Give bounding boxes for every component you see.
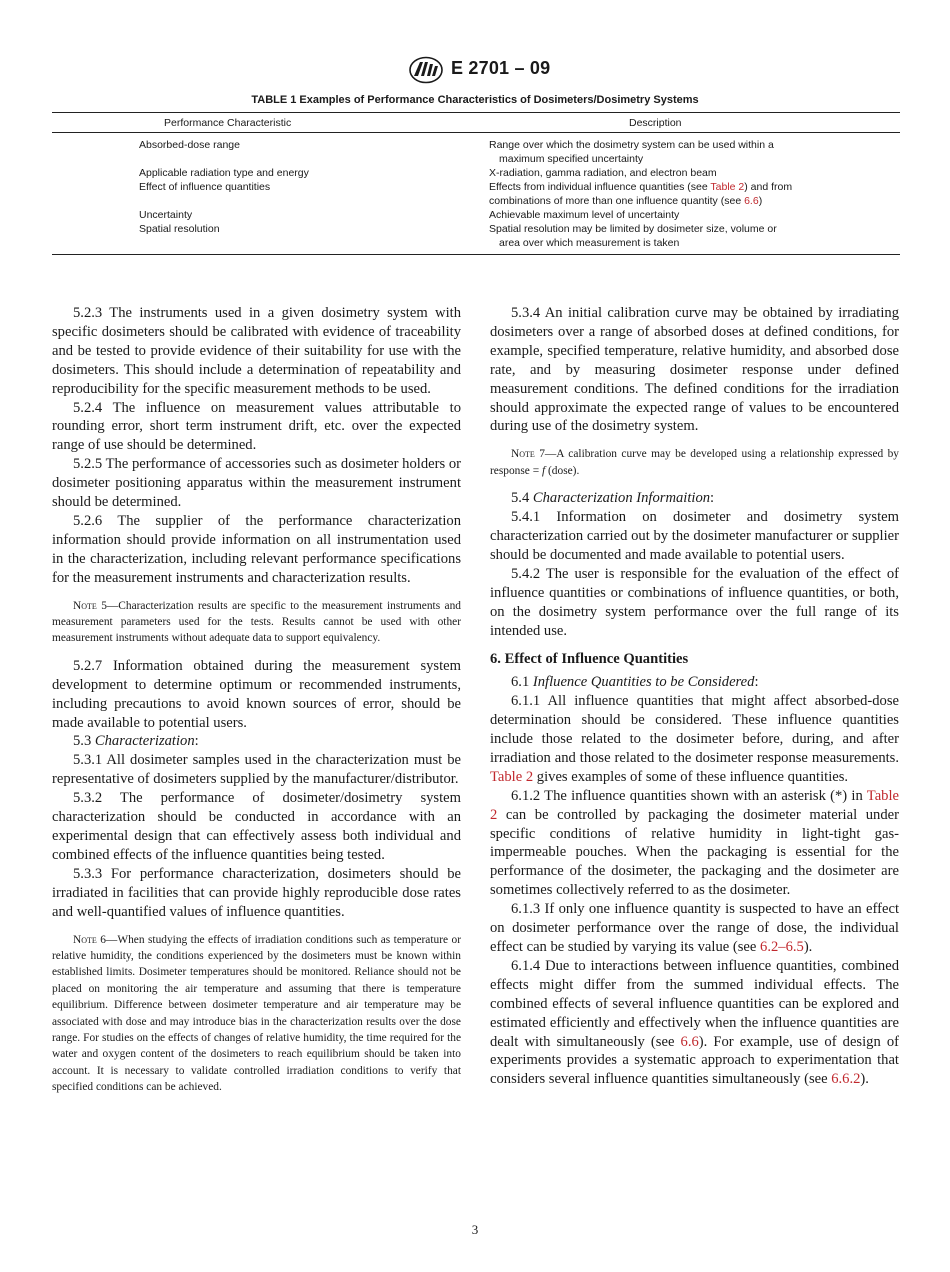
col-header-description: Description (629, 117, 682, 129)
text: ). For example, use of design of experiments provides a systematic approach to experimentation that considers several influence quantities simultaneously (see (490, 1033, 900, 1088)
section-6-heading: 6. Effect of Influence Quantities (490, 651, 689, 668)
note-5 (52, 598, 461, 647)
note-text: 5—Characterization results are specific to the measurement instruments and measurement parameters used for the tests. Results cannot be used with other measurement instruments without adequate data to support equivalency. (52, 599, 461, 645)
section-6-6-link[interactable]: 6.6 (744, 195, 759, 207)
description-line: area over which measurement is taken (499, 237, 680, 249)
text: 6.1.1 All influence quantities that might affect absorbed-dose determination should be considered. These influence quantities include those related to the dosimeter before, during, and after irradiation and those related to the dosimeter response measurements. (490, 693, 899, 766)
function-symbol: f (541, 464, 546, 477)
right-column (490, 304, 899, 1089)
section-6-6-link[interactable]: 6.6 (680, 1033, 699, 1050)
section-title: Characterization Informaition (532, 490, 711, 507)
description-line (489, 180, 900, 194)
paragraph-5-4-1: 5.4.1 Information on dosimeter and dosimetry system characterization carried out by the dosimeter manufacturer or supplier should be documented and made available to potential users. (490, 509, 899, 563)
table-2-link[interactable]: Table 2 (710, 181, 745, 193)
table-row (52, 166, 900, 180)
note-7 (490, 446, 899, 479)
note-text: 7—A calibration curve may be developed using a relationship expressed by response = (490, 448, 899, 477)
table-cell: Effect of influence quantities (139, 181, 271, 193)
table-row (52, 208, 900, 222)
description-line: Spatial resolution may be limited by dosimeter size, volume or (489, 223, 777, 235)
note-label: Note (73, 599, 97, 612)
table-row (52, 180, 900, 208)
page-number: 3 (471, 1222, 479, 1237)
section-title: Influence Quantities to be Considered (532, 674, 755, 691)
description-line: X-radiation, gamma radiation, and electron beam (489, 167, 717, 179)
text: ) (758, 195, 763, 207)
text: ). (803, 939, 813, 955)
paragraph-5-3-1: 5.3.1 All dosimeter samples used in the characterization must be representative of dosimeters supplied by the manufacturer/distributor. (52, 752, 461, 788)
paragraph-5-2-7: 5.2.7 Information obtained during the measurement system development to determine optimum or recommended instruments, including precautions to avoid known sources of error, should be made available to potential users. (52, 657, 461, 731)
text: combinations of more than one influence quantity (see (489, 195, 745, 207)
text: 6.1.2 The influence quantities shown with an asterisk (*) in (511, 787, 867, 804)
text: 6.1.4 Due to interactions between influence quantities, combined effects might differ from the summed individual effects. The combined effects of several influence quantities can be explored and estimated efficiently and effectively when the influence quantities are dealt with simultaneously (see (490, 957, 899, 1050)
paragraph-5-2-4: 5.2.4 The influence on measurement values attributable to rounding error, short term instrument drift, etc. over the expected range of use should be determined. (52, 399, 461, 454)
table-2-link[interactable]: Table 2 (490, 787, 899, 823)
description-line: Range over which the dosimetry system can be used within a (489, 139, 774, 151)
section-6-1-heading (490, 673, 899, 692)
table-cell (489, 166, 900, 180)
table-2-link[interactable]: Table 2 (490, 768, 534, 785)
section-5-3-heading (52, 732, 461, 751)
note-text: (dose). (545, 464, 580, 477)
table-cell (489, 208, 900, 222)
paragraph-5-3-3: 5.3.3 For performance characterization, dosimeters should be irradiated in facilities that can provide highly reproducible dose rates and well-quantified values of influence quantities. (52, 865, 461, 920)
text: : (710, 490, 715, 507)
section-5-4-heading (490, 489, 899, 508)
table-caption: TABLE 1 Examples of Performance Characteristics of Dosimeters/Dosimetry Systems (251, 94, 699, 106)
section-6-2-6-5-link[interactable]: 6.2–6.5 (760, 939, 804, 955)
table-1 (52, 112, 900, 255)
table-row (52, 138, 900, 166)
note-label: Note (73, 933, 97, 946)
description-line: maximum specified uncertainty (499, 153, 644, 165)
note-6 (52, 932, 461, 1096)
text: : (754, 674, 759, 691)
page-header (0, 56, 950, 86)
note-text: 6—When studying the effects of irradiation conditions such as temperature or relative humidity, the conditions experienced by the dosimeters must be known within established limits. Dosimeter temperatures should be monitored. Reliance should not be placed on monitoring the air temperature and assuming that there is temperature equilibrium. Difference between dosimeter temperature and air temperature may be associated with dose and may introduce bias in the characterization results over the dose range. For studies on the effects of changes of relative humidity, the time required for the water and oxygen content of the dosimeters to reach equilibrium should be taken into account. It is necessary to validate controlled irradiation conditions to verify that specified conditions can be achieved. (52, 933, 461, 1094)
section-title: Characterization (94, 733, 195, 750)
note-label: Note (511, 448, 535, 461)
paragraph-5-2-5: 5.2.5 The performance of accessories such as dosimeter holders or dosimeter positioning apparatus within the measurement instrument should be determined. (52, 456, 461, 511)
text: gives examples of some of these influence quantities. (533, 768, 849, 785)
paragraph-6-1-3 (490, 900, 899, 957)
table-cell (489, 222, 900, 250)
text: can be controlled by packaging the dosimeter material under specific conditions of relative humidity in light-tight gas-impermeable pouches. When the packaging is essential for the performance of the dosimeter, the packaging and the dosimeter are sometimes collectively referred to as the dosimeter. (490, 806, 899, 899)
paragraph-5-2-6: 5.2.6 The supplier of the performance characterization information should provide information on all instrumentation used in the characterization, including relevant performance specifications for the measurement instruments and characterization results. (52, 512, 461, 586)
section-number: 5.3 (73, 733, 95, 750)
text: : (194, 733, 199, 750)
table-bottom-rule (52, 254, 900, 255)
paragraph-5-4-2: 5.4.2 The user is responsible for the evaluation of the effect of influence quantities or combinations of influence quantities, or both, on the dosimetry system performance over the full range of its intended use. (490, 565, 899, 639)
col-header-performance: Performance Characteristic (164, 117, 292, 129)
left-column (52, 304, 461, 1106)
paragraph-5-3-2: 5.3.2 The performance of dosimeter/dosimetry system characterization should be conducted in accordance with an experimental design that can effectively assess both individual and combined effects of the influence quantities being tested. (52, 790, 461, 863)
description-line: Achievable maximum level of uncertainty (489, 209, 680, 221)
table-row (52, 222, 900, 250)
paragraph-6-1-4 (490, 957, 899, 1089)
text: Effects from individual influence quantities (see (489, 181, 711, 193)
table-body (52, 133, 900, 254)
table-cell (489, 138, 900, 166)
paragraph-6-1-2 (490, 787, 899, 900)
table-header-row (52, 113, 900, 132)
text: 6.1.3 If only one influence quantity is suspected to have an effect on dosimeter performance over the range of dose, the individual effect can be studied by varying its value (see (490, 901, 899, 955)
document-id: E 2701 – 09 (451, 58, 551, 78)
table-cell: Applicable radiation type and energy (139, 167, 309, 179)
text: ). (860, 1071, 869, 1088)
text: ) and from (744, 181, 793, 193)
paragraph-5-3-4: 5.3.4 An initial calibration curve may be obtained by irradiating dosimeters over a range of absorbed doses at defined conditions, for example, specified temperature, relative humidity, and absorbed dose rate, and by measuring dosimeter response under defined measurement conditions. The defined conditions for the irradiation should approximate the expected range of values to be encountered during use of the dosimetry system. (490, 305, 899, 435)
table-cell: Uncertainty (139, 209, 193, 221)
table-cell: Spatial resolution (139, 223, 220, 235)
table-cell (489, 180, 900, 208)
astm-logo-icon (408, 56, 444, 84)
paragraph-6-1-1 (490, 692, 899, 787)
table-cell: Absorbed-dose range (139, 139, 240, 151)
section-6-6-2-link[interactable]: 6.6.2 (831, 1071, 861, 1088)
paragraph-5-2-3: 5.2.3 The instruments used in a given dosimetry system with specific dosimeters should be calibrated with evidence of traceability and be tested to provide evidence of their suitability for use with the dosimeters. This should include a determination of repeatability and reproducibility for the specific measurement methods to be used. (52, 305, 461, 397)
section-number: 5.4 (511, 490, 533, 507)
description-line (489, 194, 900, 208)
section-number: 6.1 (511, 674, 533, 691)
